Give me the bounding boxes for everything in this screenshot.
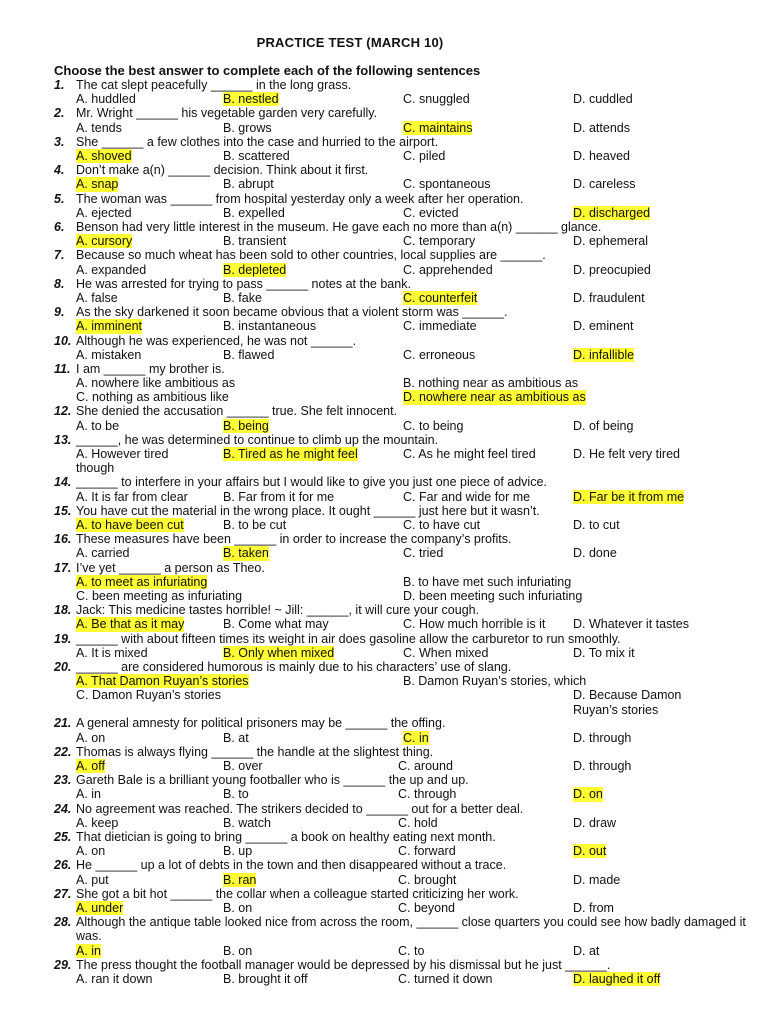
options-row (54, 688, 754, 716)
answer-option[interactable]: B. grows (223, 120, 272, 135)
answer-option[interactable]: C. through (398, 787, 457, 802)
question-item (54, 404, 754, 432)
question-stem (54, 362, 754, 376)
instructions: Choose the best answer to complete each of the following sentences (54, 63, 481, 78)
question-stem (54, 561, 754, 575)
answer-option[interactable]: A. in (76, 787, 102, 802)
answer-option[interactable]: B. scattered (223, 148, 290, 163)
answer-option[interactable]: C. evicted (403, 205, 459, 220)
question-item (54, 532, 754, 560)
question-text: She denied the accusation ______ true. She felt innocent. (76, 404, 398, 419)
answer-option[interactable]: D. at (573, 943, 600, 958)
question-text: She ______ a few clothes into the case and hurried to the airport. (76, 134, 439, 149)
answer-option[interactable]: C. around (398, 758, 453, 773)
answer-option[interactable]: A. tends (76, 120, 122, 135)
question-stem (54, 958, 754, 972)
question-item (54, 433, 754, 476)
answer-option[interactable]: B. Tired as he might feel (223, 447, 358, 462)
options-row (54, 816, 754, 830)
answer-option[interactable]: C. Damon Ruyan’s stories (76, 688, 221, 703)
answer-option[interactable]: A. to have been cut (76, 518, 184, 533)
answer-option[interactable]: B. abrupt (223, 177, 274, 192)
answer-option[interactable]: B. being (223, 418, 269, 433)
options-row (54, 674, 754, 688)
question-stem (54, 716, 754, 730)
question-number: 7. (54, 248, 65, 263)
answer-option[interactable]: C. immediate (403, 319, 477, 334)
options-row (54, 546, 754, 560)
answer-option[interactable]: B. Far from it for me (223, 489, 335, 504)
answer-option[interactable]: D. infallible (573, 347, 635, 362)
answer-option[interactable]: A. snap (76, 177, 119, 192)
answer-option[interactable]: B. transient (223, 234, 287, 249)
answer-option[interactable]: D. through (573, 758, 632, 773)
answer-option[interactable]: C. snuggled (403, 92, 470, 107)
question-number: 3. (54, 134, 65, 149)
question-number: 9. (54, 305, 65, 320)
options-row (54, 972, 754, 986)
options-row (54, 447, 754, 461)
answer-option[interactable]: B. on (223, 900, 253, 915)
answer-option[interactable]: C. been meeting as infuriating (76, 589, 243, 604)
answer-option[interactable]: D. draw (573, 815, 617, 830)
question-item (54, 106, 754, 134)
question-stem (54, 248, 754, 262)
answer-option[interactable]: A. That Damon Ruyan’s stories (76, 674, 249, 689)
question-text: You have cut the material in the wrong place. It ought ______ just here but it wasn’t. (76, 503, 540, 518)
question-text: Although he was experienced, he was not ______. (76, 333, 357, 348)
question-text: Gareth Bale is a brilliant young footballer who is ______ the up and up. (76, 773, 469, 788)
question-text: The woman was ______ from hospital yesterday only a week after her operation. (76, 191, 524, 206)
question-number: 4. (54, 163, 65, 178)
options-row (54, 490, 754, 504)
question-number: 26. (54, 858, 72, 873)
answer-option[interactable]: A. However tired (76, 447, 169, 462)
answer-option[interactable]: B. flawed (223, 347, 275, 362)
question-stem (54, 830, 754, 844)
answer-option[interactable]: D. laughed it off (573, 971, 661, 986)
question-item (54, 475, 754, 503)
question-stem (54, 660, 754, 674)
question-text: That dietician is going to bring ______ a book on healthy eating next month. (76, 829, 496, 844)
question-item (54, 277, 754, 305)
question-stem (54, 277, 754, 291)
answer-option[interactable]: B. up (223, 844, 253, 859)
question-stem (54, 858, 754, 872)
answer-option[interactable]: A. expanded (76, 262, 147, 277)
question-stem (54, 532, 754, 546)
question-number: 12. (54, 404, 72, 419)
options-row (54, 901, 754, 915)
question-stem (54, 334, 754, 348)
answer-option[interactable]: A. off (76, 758, 105, 773)
answer-option[interactable]: B. nestled (223, 92, 279, 107)
question-item (54, 362, 754, 405)
question-number: 5. (54, 191, 65, 206)
options-row (54, 617, 754, 631)
options-row (54, 206, 754, 220)
question-number: 27. (54, 886, 72, 901)
options-row (54, 376, 754, 390)
question-item (54, 632, 754, 660)
answer-option[interactable]: A. mistaken (76, 347, 142, 362)
question-list (54, 78, 754, 986)
question-item (54, 305, 754, 333)
answer-option[interactable]: D. careless (573, 177, 636, 192)
answer-option[interactable]: D. been meeting such infuriating (403, 589, 583, 604)
question-item (54, 504, 754, 532)
answer-option[interactable]: C. nothing as ambitious like (76, 390, 229, 405)
question-item (54, 830, 754, 858)
answer-option[interactable]: B. instantaneous (223, 319, 317, 334)
question-item (54, 220, 754, 248)
question-item (54, 660, 754, 716)
answer-option[interactable]: A. ran it down (76, 971, 153, 986)
answer-option[interactable]: D. through (573, 730, 632, 745)
question-number: 29. (54, 957, 72, 972)
answer-option[interactable]: B. Damon Ruyan’s stories, which (403, 674, 587, 689)
question-text: Thomas is always flying ______ the handle at the slightest thing. (76, 744, 434, 759)
answer-option[interactable]: A. false (76, 290, 118, 305)
answer-option[interactable]: B. Only when mixed (223, 645, 335, 660)
options-row (54, 121, 754, 135)
question-stem (54, 78, 754, 92)
answer-option[interactable]: A. Be that as it may (76, 617, 185, 632)
question-text: No agreement was reached. The strikers decided to ______ out for a better deal. (76, 801, 524, 816)
question-item (54, 745, 754, 773)
answer-option[interactable]: C. brought (398, 872, 457, 887)
question-stem (54, 475, 754, 489)
question-number: 21. (54, 716, 72, 731)
answer-option[interactable]: A. nowhere like ambitious as (76, 376, 236, 391)
question-number: 13. (54, 432, 72, 447)
answer-option[interactable]: C. to (398, 943, 425, 958)
answer-option[interactable]: D. out (573, 844, 607, 859)
question-text: As the sky darkened it soon became obvious that a violent storm was ______. (76, 305, 508, 320)
answer-option[interactable]: C. spontaneous (403, 177, 491, 192)
answer-option[interactable]: C. beyond (398, 900, 455, 915)
question-text: Although the antique table looked nice from across the room, ______ close quarters you could see how badly damaged it was. (76, 915, 746, 944)
options-row (54, 263, 754, 277)
question-item (54, 716, 754, 744)
answer-option[interactable]: B. ran (223, 872, 257, 887)
option-continuation: though (76, 461, 115, 476)
question-item (54, 192, 754, 220)
question-number: 24. (54, 801, 72, 816)
question-item (54, 858, 754, 886)
question-item (54, 915, 754, 958)
answer-option[interactable]: B. depleted (223, 262, 287, 277)
question-number: 22. (54, 744, 72, 759)
question-stem (54, 802, 754, 816)
question-text: He ______ up a lot of debts in the town and then disappeared without a trace. (76, 858, 507, 873)
answer-option[interactable]: D. Because Damon Ruyan’s stories (573, 688, 682, 717)
question-stem (54, 915, 754, 943)
answer-option[interactable]: A. put (76, 872, 109, 887)
question-text: A general amnesty for political prisoners may be ______ the offing. (76, 716, 446, 731)
answer-option[interactable]: A. to meet as infuriating (76, 574, 208, 589)
question-number: 14. (54, 475, 72, 490)
answer-option[interactable]: A. to be (76, 418, 120, 433)
options-row (54, 787, 754, 801)
question-number: 15. (54, 503, 72, 518)
question-text: He was arrested for trying to pass ______ notes at the bank. (76, 276, 411, 291)
options-row (54, 149, 754, 163)
options-row (54, 873, 754, 887)
answer-option[interactable]: C. forward (398, 844, 456, 859)
answer-option[interactable]: A. cursory (76, 234, 133, 249)
question-item (54, 773, 754, 801)
answer-option[interactable]: C. When mixed (403, 645, 489, 660)
answer-option[interactable]: C. tried (403, 546, 444, 561)
question-text: ______, he was determined to continue to climb up the mountain. (76, 432, 439, 447)
answer-option[interactable]: C. piled (403, 148, 446, 163)
question-number: 16. (54, 532, 72, 547)
answer-option[interactable]: B. to (223, 787, 249, 802)
answer-option[interactable]: D. attends (573, 120, 630, 135)
answer-option[interactable]: D. To mix it (573, 645, 635, 660)
question-item (54, 958, 754, 986)
question-stem (54, 106, 754, 120)
answer-option[interactable]: D. of being (573, 418, 634, 433)
question-text: Benson had very little interest in the museum. He gave each no more than a(n) ______ glance. (76, 219, 602, 234)
question-stem (54, 773, 754, 787)
question-text: I’ve yet ______ a person as Theo. (76, 560, 265, 575)
question-stem (54, 163, 754, 177)
options-row (54, 589, 754, 603)
answer-option[interactable]: B. at (223, 730, 249, 745)
answer-option[interactable]: D. from (573, 900, 614, 915)
answer-option[interactable]: C. to have cut (403, 518, 481, 533)
options-row (54, 291, 754, 305)
answer-option[interactable]: A. keep (76, 815, 119, 830)
question-number: 6. (54, 219, 65, 234)
options-row (54, 348, 754, 362)
answer-option[interactable]: A. carried (76, 546, 130, 561)
answer-option[interactable]: D. cuddled (573, 92, 633, 107)
options-row (54, 92, 754, 106)
answer-option[interactable]: C. How much horrible is it (403, 617, 546, 632)
question-item (54, 248, 754, 276)
answer-option[interactable]: A. on (76, 730, 106, 745)
answer-option[interactable]: C. hold (398, 815, 438, 830)
options-row (54, 759, 754, 773)
answer-option[interactable]: D. Far be it from me (573, 489, 685, 504)
question-number: 18. (54, 603, 72, 618)
question-stem (54, 504, 754, 518)
answer-option[interactable]: B. nothing near as ambitious as (403, 376, 579, 391)
question-text: Because so much wheat has been sold to other countries, local supplies are ______. (76, 248, 546, 263)
question-number: 19. (54, 631, 72, 646)
question-item (54, 561, 754, 604)
answer-option[interactable]: D. Whatever it tastes (573, 617, 690, 632)
options-row (54, 419, 754, 433)
options-row (54, 844, 754, 858)
question-number: 28. (54, 915, 72, 930)
answer-option[interactable]: B. expelled (223, 205, 285, 220)
question-number: 1. (54, 78, 65, 92)
options-row (54, 731, 754, 745)
question-text: The press thought the football manager would be depressed by his dismissal but he just ______. (76, 957, 611, 972)
options-row (54, 518, 754, 532)
answer-option[interactable]: C. apprehended (403, 262, 493, 277)
answer-option[interactable]: A. It is far from clear (76, 489, 188, 504)
question-text: She got a bit hot ______ the collar when a colleague started criticizing her work. (76, 886, 519, 901)
question-number: 8. (54, 276, 65, 291)
answer-option[interactable]: D. heaved (573, 148, 630, 163)
question-number: 11. (54, 361, 71, 376)
answer-option[interactable]: A. shoved (76, 148, 132, 163)
question-stem (54, 887, 754, 901)
answer-option[interactable]: C. counterfeit (403, 290, 478, 305)
question-item (54, 163, 754, 191)
question-text: The cat slept peacefully ______ in the long grass. (76, 78, 352, 92)
question-stem (54, 632, 754, 646)
answer-option[interactable]: D. eminent (573, 319, 634, 334)
question-item (54, 334, 754, 362)
options-row (54, 944, 754, 958)
answer-option[interactable]: B. over (223, 758, 263, 773)
answer-option[interactable]: A. huddled (76, 92, 136, 107)
question-stem (54, 603, 754, 617)
answer-option[interactable]: C. maintains (403, 120, 473, 135)
options-row (54, 234, 754, 248)
options-row (54, 646, 754, 660)
page-title: PRACTICE TEST (MARCH 10) (256, 35, 444, 50)
answer-option[interactable]: A. under (76, 900, 124, 915)
question-text: Mr. Wright ______ his vegetable garden very carefully. (76, 106, 378, 121)
question-item (54, 78, 754, 106)
answer-option[interactable]: B. Come what may (223, 617, 329, 632)
answer-option[interactable]: B. brought it off (223, 971, 308, 986)
answer-option[interactable]: C. Far and wide for me (403, 489, 531, 504)
question-item (54, 802, 754, 830)
question-item (54, 887, 754, 915)
question-number: 20. (54, 660, 72, 674)
question-stem (54, 192, 754, 206)
answer-option[interactable]: B. fake (223, 290, 262, 305)
answer-option[interactable]: D. discharged (573, 205, 651, 220)
options-row (54, 177, 754, 191)
question-stem (54, 220, 754, 234)
question-number: 17. (54, 560, 72, 575)
answer-option[interactable]: B. watch (223, 815, 271, 830)
question-item (54, 135, 754, 163)
answer-option[interactable]: A. It is mixed (76, 645, 148, 660)
question-item (54, 603, 754, 631)
answer-option[interactable]: D. fraudulent (573, 290, 645, 305)
answer-option[interactable]: B. on (223, 943, 253, 958)
answer-option[interactable]: D. preocupied (573, 262, 651, 277)
question-number: 23. (54, 773, 72, 788)
question-number: 25. (54, 829, 72, 844)
question-stem (54, 433, 754, 447)
answer-option[interactable]: D. on (573, 787, 603, 802)
options-row (54, 390, 754, 404)
answer-option[interactable]: A. on (76, 844, 106, 859)
answer-option[interactable]: D. made (573, 872, 621, 887)
question-text: I am ______ my brother is. (76, 361, 225, 376)
options-row (54, 575, 754, 589)
answer-option[interactable]: B. to have met such infuriating (403, 574, 572, 589)
question-stem (54, 135, 754, 149)
question-text: ______ are considered humorous is mainly due to his characters’ use of slang. (76, 660, 512, 674)
answer-option[interactable]: D. He felt very tired (573, 447, 680, 462)
question-stem (54, 745, 754, 759)
answer-option[interactable]: A. ejected (76, 205, 132, 220)
answer-option[interactable]: C. turned it down (398, 971, 493, 986)
question-text: ______ to interfere in your affairs but I would like to give you just one piece of advice. (76, 475, 547, 490)
answer-option[interactable]: D. to cut (573, 518, 620, 533)
question-text: These measures have been ______ in order to increase the company’s profits. (76, 532, 512, 547)
answer-option[interactable]: A. imminent (76, 319, 142, 334)
question-text: Jack: This medicine tastes horrible! ~ Jill: ______, it will cure your cough. (76, 603, 480, 618)
options-row (54, 319, 754, 333)
answer-option[interactable]: B. taken (223, 546, 269, 561)
answer-option[interactable]: A. in (76, 943, 102, 958)
answer-option[interactable]: D. ephemeral (573, 234, 649, 249)
answer-option[interactable]: C. As he might feel tired (403, 447, 536, 462)
question-stem (54, 404, 754, 418)
question-number: 10. (54, 333, 72, 348)
answer-option[interactable]: B. to be cut (223, 518, 287, 533)
answer-option[interactable]: C. in (403, 730, 429, 745)
question-text: Don’t make a(n) ______ decision. Think about it first. (76, 163, 369, 178)
answer-option[interactable]: D. nowhere near as ambitious as (403, 390, 586, 405)
question-number: 2. (54, 106, 65, 121)
answer-option[interactable]: D. done (573, 546, 617, 561)
answer-option[interactable]: C. erroneous (403, 347, 476, 362)
answer-option[interactable]: C. to being (403, 418, 464, 433)
question-text: ______ with about fifteen times its weight in air does gasoline allow the carburetor to run smoothly. (76, 631, 621, 646)
answer-option[interactable]: C. temporary (403, 234, 476, 249)
question-stem (54, 305, 754, 319)
